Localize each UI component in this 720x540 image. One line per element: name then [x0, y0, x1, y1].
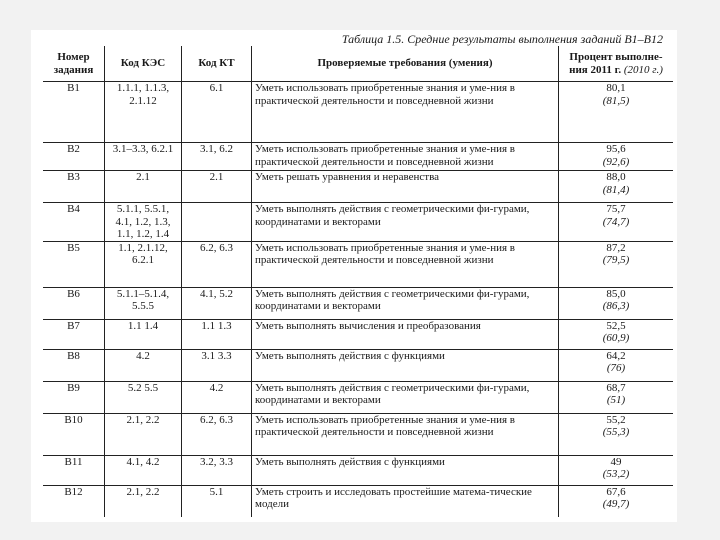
cell-kt: 5.1 — [182, 485, 252, 517]
cell-task: В10 — [43, 413, 105, 455]
percent-2011: 85,0 — [606, 287, 626, 300]
percent-2011: 95,6 — [606, 143, 626, 155]
percent-2010: (49,7) — [602, 498, 630, 510]
cell-kt — [182, 203, 252, 242]
cell-task: В7 — [43, 319, 105, 349]
table-row — [43, 241, 673, 287]
cell-kes: 2.1 — [105, 171, 182, 203]
cell-kt: 6.1 — [182, 82, 252, 143]
cell-task: В5 — [43, 241, 105, 287]
cell-percent — [559, 485, 674, 517]
cell-percent — [559, 203, 674, 242]
percent-2010: (92,6) — [602, 155, 630, 168]
percent-2011: 80,1 — [606, 82, 626, 94]
cell-percent — [559, 171, 674, 203]
cell-percent — [559, 143, 674, 171]
table-row — [43, 455, 673, 485]
header-percent — [559, 46, 674, 82]
percent-2011: 52,5 — [606, 319, 626, 332]
table-row — [43, 485, 673, 517]
cell-task: В3 — [43, 171, 105, 203]
cell-requirement: Уметь использовать приобретенные знания и уме-ния в практической деятельности и повседневной жизни — [252, 413, 559, 455]
table-row — [43, 413, 673, 455]
cell-kt: 6.2, 6.3 — [182, 241, 252, 287]
cell-task: В1 — [43, 82, 105, 143]
cell-kes: 4.2 — [105, 349, 182, 381]
cell-task: В12 — [43, 485, 105, 517]
table-row — [43, 319, 673, 349]
cell-requirement: Уметь выполнять действия с функциями — [252, 349, 559, 381]
percent-2010: (53,2) — [602, 468, 630, 480]
cell-requirement: Уметь выполнять действия с функциями — [252, 455, 559, 485]
cell-requirement: Уметь использовать приобретенные знания и уме-ния в практической деятельности и повседневной жизни — [252, 143, 559, 171]
percent-2011: 87,2 — [606, 241, 626, 254]
cell-kes: 1.1 1.4 — [105, 319, 182, 349]
cell-percent — [559, 381, 674, 413]
header-kes: Код КЭС — [105, 46, 182, 82]
cell-percent — [559, 349, 674, 381]
table-row — [43, 287, 673, 319]
cell-kt: 6.2, 6.3 — [182, 413, 252, 455]
results-table — [43, 46, 673, 517]
cell-kt: 3.1 3.3 — [182, 349, 252, 381]
cell-kes: 5.1.1, 5.5.1, 4.1, 1.2, 1.3, 1.1, 1.2, 1.4 — [105, 203, 182, 242]
cell-kt: 2.1 — [182, 171, 252, 203]
table-header-row — [43, 46, 673, 82]
percent-2010: (81,4) — [602, 183, 630, 196]
header-percent-main: Процент выполне-ния 2011 г. — [569, 50, 663, 76]
cell-percent — [559, 413, 674, 455]
percent-2011: 75,7 — [606, 203, 626, 215]
percent-2011: 88,0 — [606, 171, 626, 183]
cell-kes: 3.1–3.3, 6.2.1 — [105, 143, 182, 171]
header-requirements: Проверяемые требования (умения) — [252, 46, 559, 82]
cell-kes: 1.1, 2.1.12, 6.2.1 — [105, 241, 182, 287]
table-body — [43, 82, 673, 518]
cell-percent — [559, 82, 674, 143]
percent-2010: (81,5) — [602, 94, 630, 107]
cell-kt: 1.1 1.3 — [182, 319, 252, 349]
cell-requirement: Уметь использовать приобретенные знания и уме-ния в практической деятельности и повседневной жизни — [252, 82, 559, 143]
percent-2010: (86,3) — [602, 300, 630, 312]
percent-2011: 68,7 — [606, 381, 626, 394]
table-row — [43, 143, 673, 171]
cell-kes: 4.1, 4.2 — [105, 455, 182, 485]
cell-task: В11 — [43, 455, 105, 485]
table-row — [43, 203, 673, 242]
percent-2011: 55,2 — [606, 413, 626, 426]
cell-kes: 5.1.1–5.1.4, 5.5.5 — [105, 287, 182, 319]
percent-2010: (60,9) — [602, 332, 630, 344]
percent-2010: (55,3) — [602, 426, 630, 438]
table-caption: Таблица 1.5. Средние результаты выполнения заданий В1–В12 — [341, 32, 663, 46]
percent-2010: (76) — [606, 362, 626, 374]
percent-2011: 67,6 — [606, 485, 626, 498]
cell-task: В2 — [43, 143, 105, 171]
table-row — [43, 381, 673, 413]
cell-kt: 4.1, 5.2 — [182, 287, 252, 319]
percent-2010: (74,7) — [602, 215, 630, 228]
percent-2011: 64,2 — [606, 349, 626, 362]
table-row — [43, 82, 673, 143]
percent-2010: (51) — [606, 394, 626, 406]
header-kt: Код КТ — [182, 46, 252, 82]
cell-percent — [559, 241, 674, 287]
cell-task: В4 — [43, 203, 105, 242]
cell-requirement: Уметь строить и исследовать простейшие матема-тические модели — [252, 485, 559, 517]
cell-task: В8 — [43, 349, 105, 381]
cell-percent — [559, 455, 674, 485]
cell-kes: 5.2 5.5 — [105, 381, 182, 413]
cell-kt: 4.2 — [182, 381, 252, 413]
table-row — [43, 171, 673, 203]
cell-requirement: Уметь выполнять вычисления и преобразования — [252, 319, 559, 349]
table-row — [43, 349, 673, 381]
cell-requirement: Уметь использовать приобретенные знания и уме-ния в практической деятельности и повседневной жизни — [252, 241, 559, 287]
percent-2011: 49 — [610, 455, 622, 468]
cell-kes: 2.1, 2.2 — [105, 413, 182, 455]
header-percent-prev: (2010 г.) — [623, 63, 663, 76]
cell-task: В9 — [43, 381, 105, 413]
cell-percent — [559, 319, 674, 349]
percent-2010: (79,5) — [602, 254, 630, 266]
cell-kes: 2.1, 2.2 — [105, 485, 182, 517]
cell-requirement: Уметь выполнять действия с геометрическими фи-гурами, координатами и векторами — [252, 287, 559, 319]
header-task: Номер задания — [43, 46, 105, 82]
cell-requirement: Уметь выполнять действия с геометрическими фи-гурами, координатами и векторами — [252, 381, 559, 413]
cell-kt: 3.2, 3.3 — [182, 455, 252, 485]
cell-task: В6 — [43, 287, 105, 319]
cell-kes: 1.1.1, 1.1.3, 2.1.12 — [105, 82, 182, 143]
cell-requirement: Уметь выполнять действия с геометрическими фи-гурами, координатами и векторами — [252, 203, 559, 242]
cell-percent — [559, 287, 674, 319]
cell-kt: 3.1, 6.2 — [182, 143, 252, 171]
document-page — [31, 30, 677, 522]
cell-requirement: Уметь решать уравнения и неравенства — [252, 171, 559, 203]
